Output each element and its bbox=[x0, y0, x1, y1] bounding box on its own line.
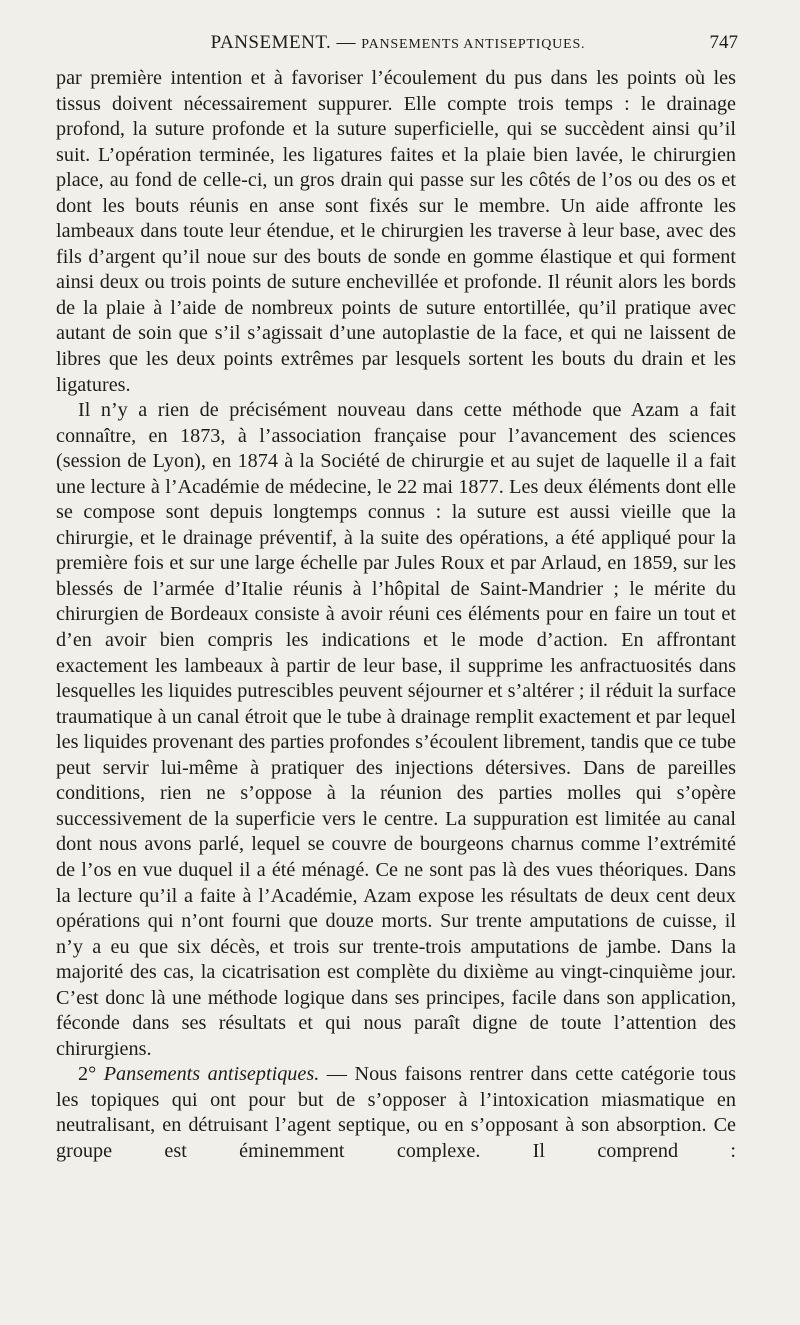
paragraph-2: Il n’y a rien de précisément nouveau dans cette méthode que Azam a fait connaître, en 1873, à l’association française pour l’avancement des sciences (session de Lyon), en 1874 à la Société de chirurgie et au sujet de laquelle il a fait une lecture à l’Académie de médecine, le 22 mai 1877. Les deux éléments dont elle se compose sont depuis longtemps connus : la suture est aussi vieille que la chirurgie, et le drainage préventif, à la suite des opérations, a été appliqué pour la première fois et sur une large échelle par Jules Roux et par Arlaud, en 1859, sur les blessés de l’armée d’Italie réunis à l’hôpital de Saint-Mandrier ; le mérite du chirurgien de Bordeaux consiste à avoir réuni ces éléments pour en faire un tout et d’en avoir bien compris les indications et le mode d’action. En affrontant exactement les lambeaux à partir de leur base, il supprime les anfractuosités dans lesquelles les liquides putrescibles peuvent séjourner et s’altérer ; il réduit la surface traumatique à un canal étroit que le tube à drainage remplit exactement et par lequel les liquides provenant des parties profondes s’écoulent librement, tandis que ce tube peut servir lui-même à pratiquer des injections détersives. Dans de pareilles conditions, rien ne s’oppose à la réunion des parties molles qui s’opère successivement de la superficie vers le centre. La suppuration est limitée au canal dont nous avons parlé, lequel se couvre de bourgeons charnus comme l’extrémité de l’os en vue duquel il a été ménagé. Ce ne sont pas là des vues théoriques. Dans la lecture qu’il a faite à l’Académie, Azam expose les résultats de deux cent deux opérations qui n’ont fourni que douze morts. Sur trente amputations de cuisse, il n’y a eu que six décès, et trois sur trente-trois amputations de jambe. Dans la majorité des cas, la cicatrisation est complète du dixième au vingt-cinquième jour. C’est donc là une méthode logique dans ses principes, facile dans son application, féconde dans ses résultats et qui nous paraît digne de toute l’attention des chirurgiens. bbox=[56, 399, 736, 1060]
header-title: PANSEMENT. bbox=[210, 32, 332, 53]
page-body bbox=[56, 66, 736, 1165]
paragraph-1: par première intention et à favoriser l’écoulement du pus dans les points où les tissus doivent nécessairement suppurer. Elle compte trois temps : le drainage profond, la suture profonde et la suture superficielle, qui se succèdent ainsi qu’il suit. L’opération terminée, les ligatures faites et la plaie bien lavée, le chirurgien place, au fond de celle-ci, un gros drain qui passe sur les côtés de l’os ou des os et dont les bouts réunis en anse sont fixés sur le membre. Un aide affronte les lambeaux dans toute leur étendue, et le chirurgien les traverse à leur base, avec des fils d’argent qu’il noue sur des bouts de sonde en gomme élastique et qui forment ainsi deux ou trois points de suture enchevillée et profonde. Il réunit alors les bords de la plaie à l’aide de nombreux points de suture entortillée, qu’il pratique avec autant de soin que s’il s’agissait d’une autoplastie de la face, et qui ne laissent de libres que les deux points extrêmes par lesquels sortent les bouts du drain et les ligatures. bbox=[56, 67, 736, 396]
section-number: 2° bbox=[78, 1063, 97, 1086]
paragraph-3-text: — Nous faisons rentrer dans cette catégorie tous les topiques qui ont pour but de s’opposer à l’intoxication miasmatique en neutralisant, en détruisant l’agent septique, ou en s’opposant à son absorption. Ce groupe est éminemment complexe. Il comprend : bbox=[56, 1063, 736, 1162]
header-dash: — bbox=[336, 32, 357, 53]
header-title-line bbox=[58, 32, 738, 54]
paragraph-3 bbox=[56, 1062, 736, 1164]
section-heading: Pansements antiseptiques. bbox=[103, 1063, 320, 1086]
running-header bbox=[58, 32, 738, 58]
header-subtitle: PANSEMENTS ANTISEPTIQUES. bbox=[361, 37, 586, 52]
page-number: 747 bbox=[709, 32, 738, 53]
